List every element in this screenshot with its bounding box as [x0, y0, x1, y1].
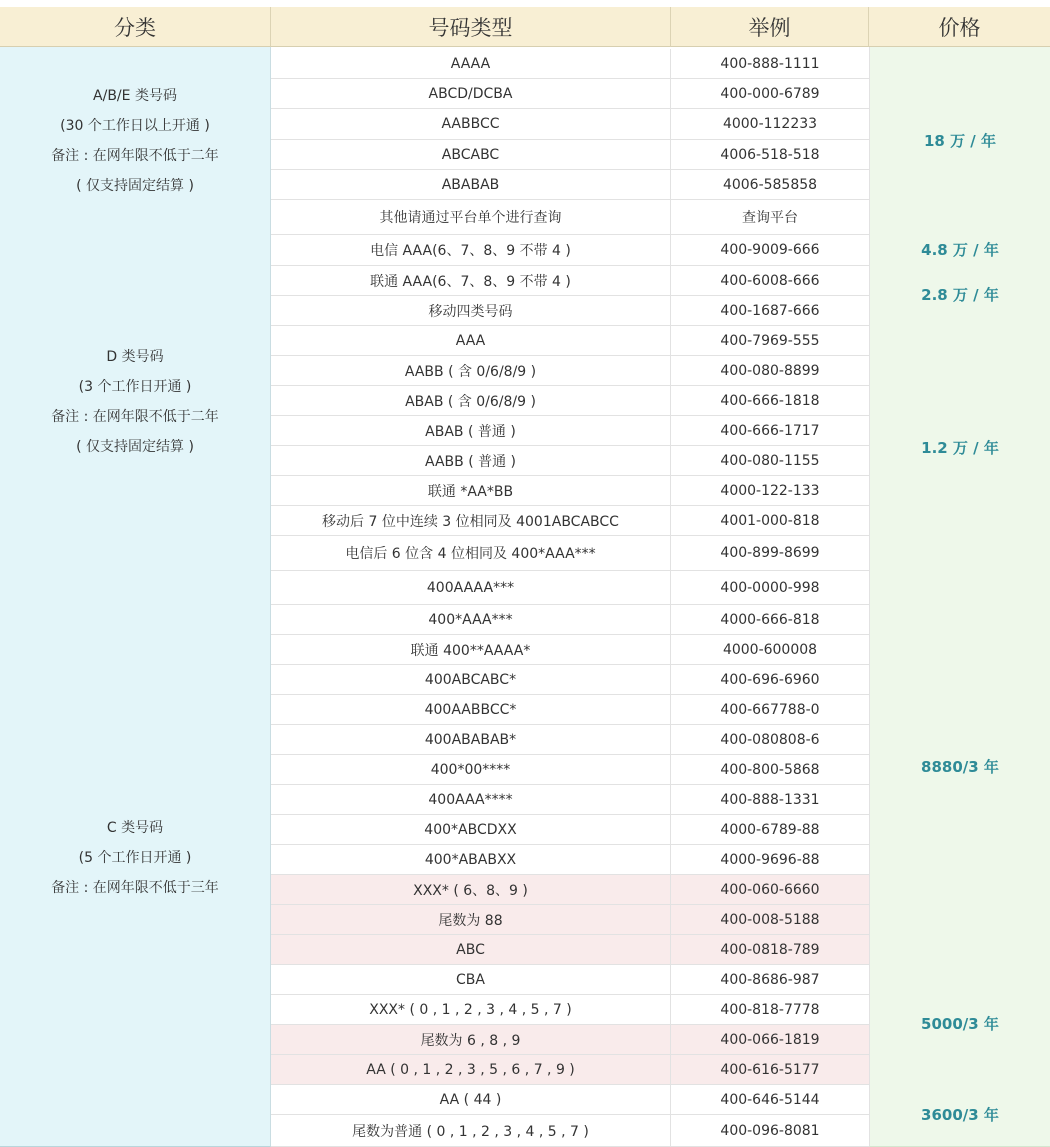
example-number-cell: 400-000-6789	[671, 79, 869, 109]
number-type-cell: 电信 AAA(6、7、8、9 不带 4 )	[271, 235, 671, 266]
category-cell	[0, 569, 271, 1147]
example-number-cell: 查询平台	[671, 200, 869, 235]
example-number-cell: 400-7969-555	[671, 326, 869, 356]
example-number-cell: 4006-585858	[671, 170, 869, 200]
number-type-cell: XXX* ( 6、8、9 )	[271, 875, 671, 905]
price-cell: 4.8 万 / 年	[869, 233, 1050, 266]
category-line: 备注 : 在网年限不低于二年	[51, 147, 219, 164]
price-cell: 18 万 / 年	[869, 47, 1050, 235]
example-number-cell: 400-066-1819	[671, 1025, 869, 1055]
header-price: 价格	[869, 7, 1050, 47]
number-type-cell: 联通 400**AAAA*	[271, 635, 671, 665]
example-number-cell: 400-666-1818	[671, 386, 869, 416]
number-type-cell: 400AAAA***	[271, 571, 671, 605]
header-type: 号码类型	[271, 7, 671, 47]
example-number-cell: 4000-122-133	[671, 476, 869, 506]
category-line: (5 个工作日开通 )	[78, 849, 192, 866]
example-number-cell: 400-667788-0	[671, 695, 869, 725]
category-line: 备注 : 在网年限不低于二年	[51, 408, 219, 425]
number-type-cell: 400*AAA***	[271, 605, 671, 635]
number-type-cell: 电信后 6 位含 4 位相同及 400*AAA***	[271, 536, 671, 571]
number-type-cell: ABCABC	[271, 140, 671, 170]
price-cell: 5000/3 年	[869, 963, 1050, 1085]
number-type-cell: CBA	[271, 965, 671, 995]
price-cell: 2.8 万 / 年	[869, 264, 1050, 326]
number-type-cell: 400AABBCC*	[271, 695, 671, 725]
number-type-cell: AA ( 44 )	[271, 1085, 671, 1115]
example-number-cell: 400-888-1331	[671, 785, 869, 815]
number-type-cell: ABC	[271, 935, 671, 965]
example-number-cell: 400-080-1155	[671, 446, 869, 476]
example-number-cell: 400-818-7778	[671, 995, 869, 1025]
category-line: ( 仅支持固定结算 )	[76, 438, 194, 455]
category-cell	[0, 47, 271, 235]
category-line: C 类号码	[106, 819, 164, 836]
example-number-cell: 400-008-5188	[671, 905, 869, 935]
number-type-cell: 移动四类号码	[271, 296, 671, 326]
number-type-cell: ABCD/DCBA	[271, 79, 671, 109]
example-number-cell: 400-080-8899	[671, 356, 869, 386]
example-number-cell: 400-899-8699	[671, 536, 869, 571]
number-type-cell: ABABAB	[271, 170, 671, 200]
number-type-cell: AABB ( 含 0/6/8/9 )	[271, 356, 671, 386]
number-type-cell: 尾数为普通 ( 0 , 1 , 2 , 3 , 4 , 5 , 7 )	[271, 1115, 671, 1147]
category-line: (30 个工作日以上开通 )	[60, 117, 210, 134]
price-cell: 3600/3 年	[869, 1083, 1050, 1147]
example-number-cell: 4001-000-818	[671, 506, 869, 536]
example-number-cell: 4000-600008	[671, 635, 869, 665]
example-number-cell: 400-666-1717	[671, 416, 869, 446]
example-number-cell: 400-096-8081	[671, 1115, 869, 1147]
number-type-cell: 400*00****	[271, 755, 671, 785]
example-number-cell: 4000-666-818	[671, 605, 869, 635]
category-line: (3 个工作日开通 )	[78, 378, 192, 395]
number-type-cell: 其他请通过平台单个进行查询	[271, 200, 671, 235]
number-type-cell: ABAB ( 含 0/6/8/9 )	[271, 386, 671, 416]
price-cell: 1.2 万 / 年	[869, 324, 1050, 571]
header-example: 举例	[671, 7, 869, 47]
example-number-cell: 400-616-5177	[671, 1055, 869, 1085]
example-number-cell: 400-1687-666	[671, 296, 869, 326]
category-line: A/B/E 类号码	[93, 87, 177, 104]
price-cell: 8880/3 年	[869, 569, 1050, 965]
number-type-cell: 尾数为 88	[271, 905, 671, 935]
number-type-cell: AAAA	[271, 49, 671, 79]
number-type-cell: 联通 *AA*BB	[271, 476, 671, 506]
header-category: 分类	[0, 7, 271, 47]
number-type-cell: 400*ABCDXX	[271, 815, 671, 845]
example-number-cell: 400-888-1111	[671, 49, 869, 79]
number-type-cell: AA ( 0 , 1 , 2 , 3 , 5 , 6 , 7 , 9 )	[271, 1055, 671, 1085]
category-cell	[0, 233, 271, 571]
number-type-cell: 400ABCABC*	[271, 665, 671, 695]
example-number-cell: 4000-9696-88	[671, 845, 869, 875]
example-number-cell: 400-8686-987	[671, 965, 869, 995]
example-number-cell: 400-9009-666	[671, 235, 869, 266]
number-type-cell: 移动后 7 位中连续 3 位相同及 4001ABCABCC	[271, 506, 671, 536]
category-line: D 类号码	[106, 348, 164, 365]
example-number-cell: 400-080808-6	[671, 725, 869, 755]
example-number-cell: 4000-6789-88	[671, 815, 869, 845]
example-number-cell: 400-0818-789	[671, 935, 869, 965]
example-number-cell: 400-060-6660	[671, 875, 869, 905]
example-number-cell: 400-696-6960	[671, 665, 869, 695]
category-line: ( 仅支持固定结算 )	[76, 177, 194, 194]
number-type-cell: 400AAA****	[271, 785, 671, 815]
number-type-cell: XXX* ( 0 , 1 , 2 , 3 , 4 , 5 , 7 )	[271, 995, 671, 1025]
number-type-cell: 400*ABABXX	[271, 845, 671, 875]
number-type-cell: AAA	[271, 326, 671, 356]
example-number-cell: 400-646-5144	[671, 1085, 869, 1115]
number-type-cell: 联通 AAA(6、7、8、9 不带 4 )	[271, 266, 671, 296]
number-type-cell: AABB ( 普通 )	[271, 446, 671, 476]
number-type-cell: 400ABABAB*	[271, 725, 671, 755]
example-number-cell: 4006-518-518	[671, 140, 869, 170]
example-number-cell: 400-0000-998	[671, 571, 869, 605]
example-number-cell: 4000-112233	[671, 109, 869, 140]
example-number-cell: 400-6008-666	[671, 266, 869, 296]
example-number-cell: 400-800-5868	[671, 755, 869, 785]
number-type-cell: ABAB ( 普通 )	[271, 416, 671, 446]
number-type-cell: 尾数为 6 , 8 , 9	[271, 1025, 671, 1055]
number-type-cell: AABBCC	[271, 109, 671, 140]
category-line: 备注 : 在网年限不低于三年	[51, 879, 219, 896]
